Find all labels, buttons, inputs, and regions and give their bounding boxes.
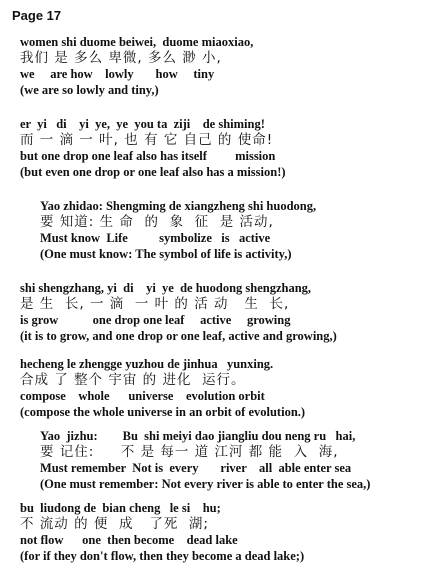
chinese-line: 合成 了 整个 宇宙 的 进化 运行。 bbox=[20, 372, 246, 388]
chinese-line: 要 记住: 不 是 每一 道 江河 都 能 入 海, bbox=[40, 444, 339, 460]
translation-line: (it is to grow, and one drop or one leaf, active and growing,) bbox=[20, 329, 337, 343]
chinese-line: 要 知道: 生 命 的 象 征 是 活动, bbox=[40, 214, 274, 230]
pinyin-line: shi shengzhang, yi di yi ye de huodong shengzhang, bbox=[20, 281, 312, 295]
chinese-line: 我们 是 多么 卑微, 多么 渺 小, bbox=[20, 50, 222, 66]
gloss-line: Must remember Not is every river all able enter sea bbox=[40, 461, 352, 475]
pinyin-line: Yao zhidao: Shengming de xiangzheng shi huodong, bbox=[40, 199, 317, 213]
gloss-line: is grow one drop one leaf active growing bbox=[20, 313, 291, 327]
translation-line: (compose the whole universe in an orbit of evolution.) bbox=[20, 405, 306, 419]
pinyin-line: hecheng le zhengge yuzhou de jinhua yunxing. bbox=[20, 357, 274, 371]
translation-line: (we are so lowly and tiny,) bbox=[20, 83, 159, 97]
gloss-line: but one drop one leaf also has itself mission bbox=[20, 149, 276, 163]
pinyin-line: er yi di yi ye, ye you ta ziji de shiming! bbox=[20, 117, 265, 131]
translation-line: (One must know: The symbol of life is activity,) bbox=[40, 247, 292, 261]
pinyin-line: bu liudong de bian cheng le si hu; bbox=[20, 501, 221, 515]
chinese-line: 不 流动 的 便 成 了死 湖; bbox=[20, 516, 209, 532]
gloss-line: compose whole universe evolution orbit bbox=[20, 389, 265, 403]
translation-line: (but even one drop or one leaf also has a mission!) bbox=[20, 165, 286, 179]
translation-line: (for if they don't flow, then they become a dead lake;) bbox=[20, 549, 305, 563]
gloss-line: we are how lowly how tiny bbox=[20, 67, 215, 81]
translation-line: (One must remember: Not every river is able to enter the sea,) bbox=[40, 477, 371, 491]
chinese-line: 而 一 滴 一 叶, 也 有 它 自己 的 使命! bbox=[20, 132, 274, 148]
pinyin-line: Yao jizhu: Bu shi meiyi dao jiangliu dou neng ru hai, bbox=[40, 429, 356, 443]
gloss-line: Must know Life symbolize is active bbox=[40, 231, 271, 245]
chinese-line: 是 生 长, 一 滴 一 叶 的 活 动 生 长, bbox=[20, 296, 290, 312]
page-number: Page 17 bbox=[12, 8, 62, 23]
pinyin-line: women shi duome beiwei, duome miaoxiao, bbox=[20, 35, 254, 49]
gloss-line: not flow one then become dead lake bbox=[20, 533, 238, 547]
